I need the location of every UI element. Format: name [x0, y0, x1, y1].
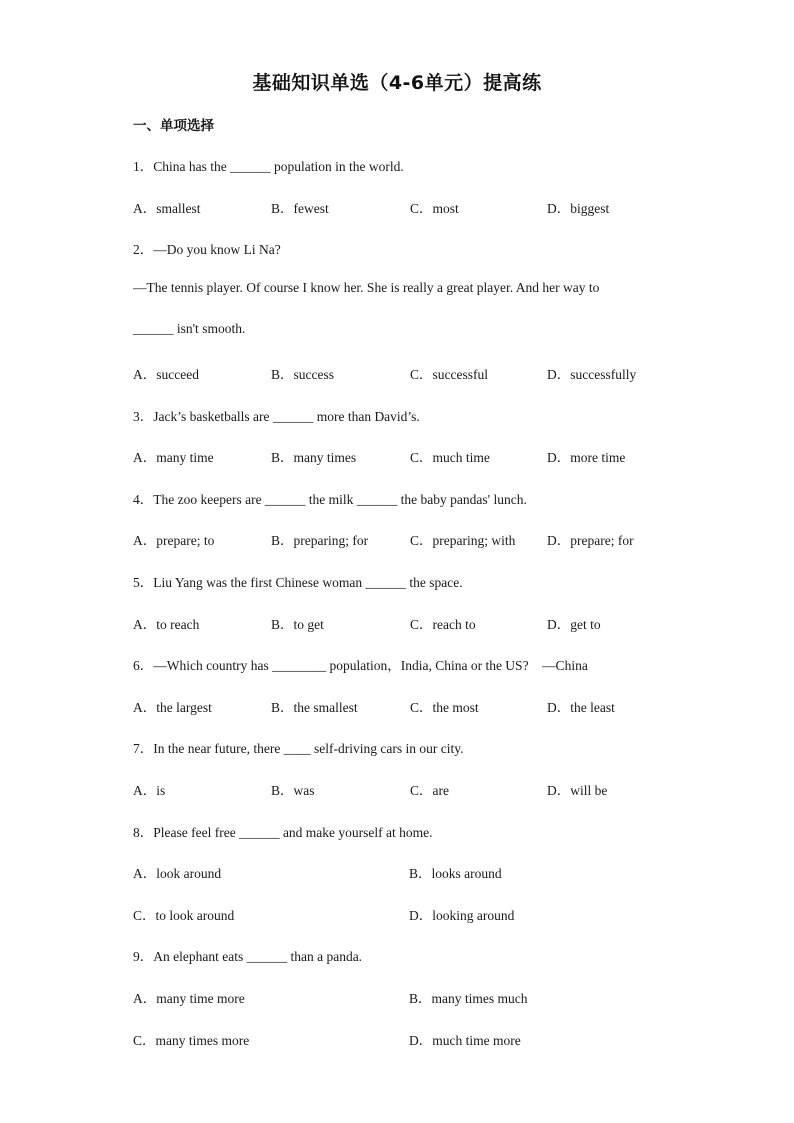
answer-option[interactable]: C．preparing; with	[410, 533, 516, 548]
question-stem-continued: ______ isn't smooth.	[133, 321, 246, 336]
answer-option[interactable]: C．much time	[410, 450, 490, 465]
answer-option[interactable]: A．prepare; to	[133, 533, 215, 548]
answer-option[interactable]: B．was	[271, 783, 315, 798]
answer-option[interactable]: D．looking around	[409, 908, 515, 923]
answer-option[interactable]: C．most	[410, 201, 459, 216]
answer-option[interactable]: B．many times	[271, 450, 357, 465]
answer-option[interactable]: A．many time	[133, 450, 214, 465]
answer-option[interactable]: A．the largest	[133, 700, 212, 715]
answer-option[interactable]: C．many times more	[133, 1033, 250, 1048]
answer-option[interactable]: B．looks around	[409, 866, 502, 881]
answer-option[interactable]: A．to reach	[133, 617, 200, 632]
question-stem: 5．Liu Yang was the first Chinese woman ______ the space.	[133, 575, 463, 590]
answer-option[interactable]: D．more time	[547, 450, 626, 465]
answer-option[interactable]: D．biggest	[547, 201, 610, 216]
question-stem: 9．An elephant eats ______ than a panda.	[133, 949, 363, 964]
answer-option[interactable]: C．reach to	[410, 617, 476, 632]
answer-option[interactable]: C．to look around	[133, 908, 235, 923]
answer-option[interactable]: C．successful	[410, 367, 488, 382]
answer-option[interactable]: C．the most	[410, 700, 479, 715]
question-stem: 4．The zoo keepers are ______ the milk ______ the baby pandas' lunch.	[133, 492, 527, 507]
question-stem-continued: —The tennis player. Of course I know her. She is really a great player. And her way to	[133, 280, 600, 295]
answer-option[interactable]: D．much time more	[409, 1033, 521, 1048]
question-stem: 1．China has the ______ population in the world.	[133, 159, 404, 174]
answer-option[interactable]: A．look around	[133, 866, 222, 881]
answer-option[interactable]: B．fewest	[271, 201, 329, 216]
answer-option[interactable]: B．success	[271, 367, 334, 382]
answer-option[interactable]: D．prepare; for	[547, 533, 634, 548]
answer-option[interactable]: A．is	[133, 783, 166, 798]
answer-option[interactable]: C．are	[410, 783, 449, 798]
answer-option[interactable]: A．succeed	[133, 367, 199, 382]
answer-option[interactable]: D．the least	[547, 700, 615, 715]
answer-option[interactable]: A．smallest	[133, 201, 201, 216]
question-stem: 7．In the near future, there ____ self-driving cars in our city.	[133, 741, 464, 756]
answer-option[interactable]: A．many time more	[133, 991, 245, 1006]
page-title: 基础知识单选（4-6单元）提高练	[252, 72, 542, 94]
answer-option[interactable]: B．the smallest	[271, 700, 358, 715]
question-stem: 2．—Do you know Li Na?	[133, 242, 281, 257]
question-stem: 8．Please feel free ______ and make yourself at home.	[133, 825, 433, 840]
answer-option[interactable]: D．will be	[547, 783, 608, 798]
answer-option[interactable]: B．preparing; for	[271, 533, 369, 548]
answer-option[interactable]: B．to get	[271, 617, 324, 632]
question-stem: 6．—Which country has ________ population，India, China or the US? —China	[133, 658, 588, 673]
section-heading: 一、单项选择	[133, 118, 214, 134]
answer-option[interactable]: D．get to	[547, 617, 601, 632]
answer-option[interactable]: D．successfully	[547, 367, 637, 382]
answer-option[interactable]: B．many times much	[409, 991, 528, 1006]
question-stem: 3．Jack’s basketballs are ______ more than David’s.	[133, 409, 420, 424]
